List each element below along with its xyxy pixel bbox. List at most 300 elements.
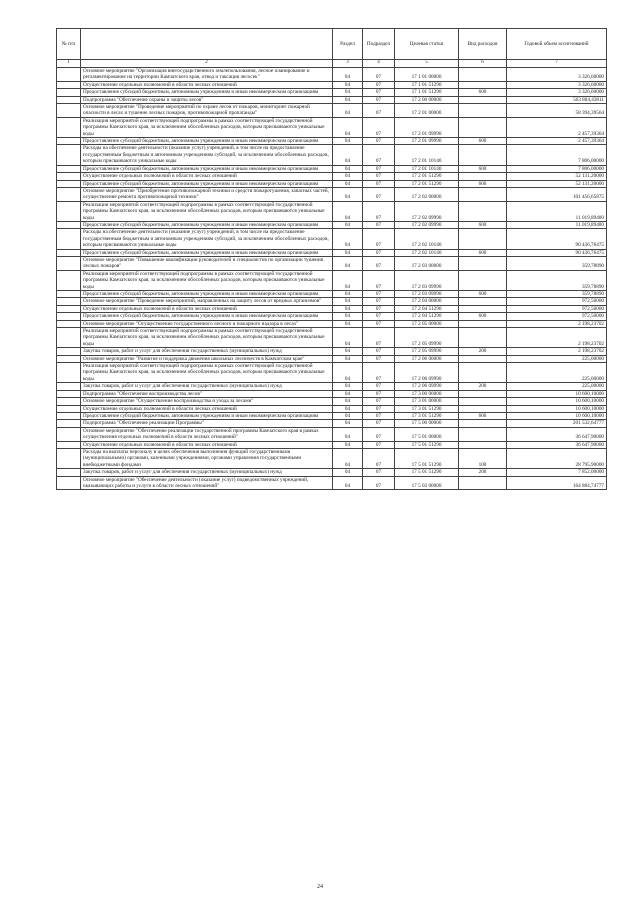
- cell-num: [57, 221, 81, 228]
- cell-amount: 225,00000: [507, 363, 607, 383]
- cell-podrazdel: 07: [363, 328, 395, 348]
- cell-razdel: 04: [333, 448, 363, 468]
- cell-csr: 17 5 01 51290: [395, 448, 459, 468]
- cell-amount: 11 019,89400: [507, 221, 607, 228]
- cell-name: Расходы на обеспечение деятельности (оказание услуг) учреждений, в том числе на предоставление государственным бюджетным и автономным учреждениям субсидий, за исключением обособленных расходов, которым присваиваются уникальные коды: [81, 229, 333, 249]
- header-csr: Целевая статья: [395, 29, 459, 60]
- cell-csr: 17 2 06 00000: [395, 355, 459, 362]
- cell-podrazdel: 07: [363, 229, 395, 249]
- table-row: [57, 104, 607, 118]
- cell-podrazdel: 07: [363, 68, 395, 82]
- table-row: [57, 187, 607, 201]
- cell-csr: 17 2 02 09990: [395, 201, 459, 221]
- cell-amount: 972,50000: [507, 298, 607, 305]
- cell-amount: 3 326,60000: [507, 89, 607, 96]
- cell-razdel: 04: [333, 390, 363, 397]
- budget-table: [56, 28, 607, 490]
- cell-amount: 28 795,90000: [507, 448, 607, 468]
- cell-razdel: 04: [333, 469, 363, 476]
- cell-name: Осуществление отдельных полномочий в области лесных отношений: [81, 81, 333, 88]
- cell-num: [57, 256, 81, 270]
- cell-podrazdel: 07: [363, 355, 395, 362]
- cell-razdel: 04: [333, 328, 363, 348]
- cell-amount: 90 436,76475: [507, 249, 607, 256]
- table-row: [57, 427, 607, 441]
- column-number: 2: [81, 60, 333, 68]
- cell-vr: [459, 145, 507, 165]
- cell-amount: 36 647,90000: [507, 427, 607, 441]
- table-row: [57, 398, 607, 405]
- cell-name: Основное мероприятие "Организация внегосударственного землепользования, лесное планирование и регламентирование на территории Камчатского края, отвод и таксация лесосек": [81, 68, 333, 82]
- table-row: [57, 441, 607, 448]
- cell-name: Основное мероприятие "Проведение мероприятий по охране лесов от пожаров, мониторинг пожарной опасности в лесах и тушение лесных пожаров, противопожарной пропаганды": [81, 104, 333, 118]
- cell-vr: [459, 420, 507, 427]
- table-row: [57, 313, 607, 320]
- cell-podrazdel: 07: [363, 427, 395, 441]
- cell-podrazdel: 07: [363, 256, 395, 270]
- cell-podrazdel: 07: [363, 145, 395, 165]
- table-row: [57, 383, 607, 390]
- cell-podrazdel: 07: [363, 221, 395, 228]
- table-row: [57, 448, 607, 468]
- cell-name: Предоставление субсидий бюджетным, автономным учреждениям и иным некоммерческим организациям: [81, 138, 333, 145]
- cell-vr: 100: [459, 448, 507, 468]
- cell-csr: 17 2 01 10140: [395, 145, 459, 165]
- cell-csr: 17 5 01 00000: [395, 427, 459, 441]
- table-row: [57, 320, 607, 327]
- cell-csr: 17 2 05 00000: [395, 320, 459, 327]
- cell-razdel: 04: [333, 229, 363, 249]
- cell-name: Закупка товаров, работ и услуг для обеспечения государственных (муниципальных) нужд: [81, 469, 333, 476]
- table-row: [57, 249, 607, 256]
- cell-razdel: 04: [333, 117, 363, 137]
- cell-razdel: 04: [333, 398, 363, 405]
- cell-csr: 17 2 01 10140: [395, 165, 459, 172]
- cell-vr: [459, 427, 507, 441]
- cell-csr: 17 2 06 09990: [395, 383, 459, 390]
- cell-amount: 10 600,10000: [507, 405, 607, 412]
- cell-name: Осуществление отдельных полномочий в области лесных отношений: [81, 441, 333, 448]
- cell-csr: 17 3 01 00000: [395, 398, 459, 405]
- cell-podrazdel: 07: [363, 270, 395, 290]
- cell-csr: 17 1 01 51290: [395, 89, 459, 96]
- cell-num: [57, 328, 81, 348]
- table-row: [57, 363, 607, 383]
- cell-name: Закупка товаров, работ и услуг для обеспечения государственных (муниципальных) нужд: [81, 383, 333, 390]
- cell-num: [57, 390, 81, 397]
- cell-num: [57, 165, 81, 172]
- cell-podrazdel: 07: [363, 412, 395, 419]
- header-razdel: Раздел: [333, 29, 363, 60]
- cell-razdel: 04: [333, 173, 363, 180]
- cell-name: Осуществление отдельных полномочий в области лесных отношений: [81, 173, 333, 180]
- cell-podrazdel: 07: [363, 89, 395, 96]
- cell-name: Предоставление субсидий бюджетным, автономным учреждениям и иным некоммерческим организациям: [81, 249, 333, 256]
- cell-razdel: 04: [333, 291, 363, 298]
- cell-num: [57, 68, 81, 82]
- cell-num: [57, 89, 81, 96]
- cell-vr: [459, 328, 507, 348]
- cell-csr: 17 5 01 51290: [395, 469, 459, 476]
- cell-vr: [459, 96, 507, 103]
- cell-num: [57, 201, 81, 221]
- cell-name: Предоставление субсидий бюджетным, автономным учреждениям и иным некоммерческим организациям: [81, 412, 333, 419]
- table-row: [57, 138, 607, 145]
- cell-razdel: 04: [333, 201, 363, 221]
- cell-amount: 359,78890: [507, 256, 607, 270]
- cell-razdel: 04: [333, 348, 363, 355]
- cell-vr: [459, 320, 507, 327]
- cell-name: Подпрограмма "Обеспечение реализации Программы": [81, 420, 333, 427]
- cell-podrazdel: 07: [363, 398, 395, 405]
- cell-name: Основное мероприятие "Обеспечение деятельности (оказание услуг) подведомственных учреждений, оказывающих работы и услуги в области лесных отношений": [81, 476, 333, 490]
- table-row: [57, 328, 607, 348]
- cell-csr: 17 2 02 00000: [395, 187, 459, 201]
- cell-csr: 17 2 01 51290: [395, 180, 459, 187]
- cell-podrazdel: 07: [363, 420, 395, 427]
- cell-num: [57, 320, 81, 327]
- cell-razdel: 04: [333, 305, 363, 312]
- cell-amount: 2 198,23702: [507, 348, 607, 355]
- cell-razdel: 04: [333, 363, 363, 383]
- cell-podrazdel: 07: [363, 383, 395, 390]
- table-row: [57, 305, 607, 312]
- cell-amount: 2 457,39364: [507, 117, 607, 137]
- cell-name: Реализация мероприятий соответствующей подпрограммы в рамках соответствующей государственной программы Камчатского края, за исключением обособленных расходов, которым присваиваются уникальные коды: [81, 328, 333, 348]
- cell-name: Предоставление субсидий бюджетным, автономным учреждениям и иным некоммерческим организациям: [81, 180, 333, 187]
- cell-amount: 11 019,89400: [507, 201, 607, 221]
- cell-podrazdel: 07: [363, 390, 395, 397]
- cell-razdel: 04: [333, 383, 363, 390]
- cell-vr: [459, 201, 507, 221]
- cell-razdel: 04: [333, 427, 363, 441]
- cell-num: [57, 291, 81, 298]
- table-row: [57, 117, 607, 137]
- cell-podrazdel: 07: [363, 298, 395, 305]
- cell-num: [57, 96, 81, 103]
- cell-razdel: 04: [333, 355, 363, 362]
- cell-podrazdel: 07: [363, 104, 395, 118]
- cell-num: [57, 187, 81, 201]
- cell-num: [57, 427, 81, 441]
- table-row: [57, 201, 607, 221]
- cell-csr: 17 2 04 51290: [395, 305, 459, 312]
- cell-name: Основное мероприятие "Повышение квалификации руководителей и специалистов по организации тушения лесных пожаров": [81, 256, 333, 270]
- cell-num: [57, 398, 81, 405]
- cell-amount: 164 884,74777: [507, 476, 607, 490]
- cell-podrazdel: 07: [363, 476, 395, 490]
- cell-csr: 17 2 03 09990: [395, 270, 459, 290]
- table-row: [57, 165, 607, 172]
- cell-csr: 17 2 01 09990: [395, 117, 459, 137]
- cell-amount: 972,50000: [507, 313, 607, 320]
- cell-podrazdel: 07: [363, 405, 395, 412]
- cell-vr: [459, 305, 507, 312]
- cell-vr: 600: [459, 313, 507, 320]
- cell-vr: [459, 187, 507, 201]
- cell-num: [57, 476, 81, 490]
- cell-csr: 17 3 00 00000: [395, 390, 459, 397]
- cell-vr: [459, 355, 507, 362]
- cell-num: [57, 383, 81, 390]
- cell-num: [57, 305, 81, 312]
- cell-amount: 7 806,00000: [507, 145, 607, 165]
- cell-razdel: 04: [333, 89, 363, 96]
- cell-vr: 600: [459, 165, 507, 172]
- cell-csr: 17 2 03 00000: [395, 256, 459, 270]
- cell-razdel: 04: [333, 81, 363, 88]
- cell-vr: [459, 229, 507, 249]
- column-number: 6: [459, 60, 507, 68]
- cell-name: Основное мероприятие "Осуществление воспроизводства и ухода за лесами": [81, 398, 333, 405]
- cell-razdel: 04: [333, 320, 363, 327]
- column-number: 1: [57, 60, 81, 68]
- cell-name: Расходы на выплаты персоналу в целях обеспечения выполнения функций государственными (муниципальными) органами, казенными учреждениями, органами управления государственными внебюджетными фондами: [81, 448, 333, 468]
- cell-vr: [459, 405, 507, 412]
- cell-amount: 90 436,76475: [507, 229, 607, 249]
- cell-csr: 17 5 01 51290: [395, 441, 459, 448]
- cell-vr: 600: [459, 249, 507, 256]
- cell-csr: 17 3 01 51290: [395, 412, 459, 419]
- cell-name: Предоставление субсидий бюджетным, автономным учреждениям и иным некоммерческим организациям: [81, 89, 333, 96]
- cell-podrazdel: 07: [363, 138, 395, 145]
- cell-podrazdel: 07: [363, 469, 395, 476]
- cell-vr: [459, 441, 507, 448]
- cell-amount: 10 600,10000: [507, 390, 607, 397]
- table-row: [57, 298, 607, 305]
- table-row: [57, 348, 607, 355]
- cell-name: Предоставление субсидий бюджетным, автономным учреждениям и иным некоммерческим организациям: [81, 221, 333, 228]
- cell-podrazdel: 07: [363, 117, 395, 137]
- cell-csr: 17 2 00 00000: [395, 96, 459, 103]
- cell-csr: 17 2 04 00000: [395, 298, 459, 305]
- header-amount: Годовой объем ассигнований: [507, 29, 607, 60]
- column-number: 7: [507, 60, 607, 68]
- cell-podrazdel: 07: [363, 448, 395, 468]
- table-row: [57, 291, 607, 298]
- table-row: [57, 173, 607, 180]
- cell-razdel: 04: [333, 412, 363, 419]
- cell-name: Основное мероприятие "Обеспечение реализации государственной программы Камчатского края в рамках осуществления отдельных полномочий в области лесных отношений": [81, 427, 333, 441]
- cell-csr: 17 2 02 10140: [395, 229, 459, 249]
- cell-name: Подпрограмма "Обеспечение охраны и защиты лесов": [81, 96, 333, 103]
- cell-razdel: 04: [333, 441, 363, 448]
- cell-podrazdel: 07: [363, 180, 395, 187]
- table-row: [57, 221, 607, 228]
- cell-amount: 563 804,43811: [507, 96, 607, 103]
- cell-razdel: 04: [333, 221, 363, 228]
- cell-amount: 10 600,10000: [507, 398, 607, 405]
- cell-csr: 17 2 03 09990: [395, 291, 459, 298]
- cell-vr: 600: [459, 89, 507, 96]
- cell-vr: 200: [459, 348, 507, 355]
- cell-razdel: 04: [333, 313, 363, 320]
- cell-name: Основное мероприятие "Развитие и поддержка движения школьных лесничеств в Камчатском крае": [81, 355, 333, 362]
- cell-vr: 200: [459, 469, 507, 476]
- cell-amount: 359,78890: [507, 270, 607, 290]
- column-number: 5: [395, 60, 459, 68]
- cell-num: [57, 405, 81, 412]
- table-row: [57, 420, 607, 427]
- cell-name: Основное мероприятие "Осуществление государственного лесного и пожарного надзора в лесах": [81, 320, 333, 327]
- table-row: [57, 405, 607, 412]
- cell-amount: 101 456,65875: [507, 187, 607, 201]
- cell-csr: 17 1 01 51290: [395, 81, 459, 88]
- cell-vr: [459, 81, 507, 88]
- budget-table-sheet: [56, 28, 606, 490]
- cell-num: [57, 104, 81, 118]
- cell-vr: [459, 104, 507, 118]
- cell-razdel: 04: [333, 187, 363, 201]
- table-row: [57, 256, 607, 270]
- cell-num: [57, 448, 81, 468]
- cell-vr: 600: [459, 412, 507, 419]
- table-row: [57, 180, 607, 187]
- cell-num: [57, 249, 81, 256]
- cell-name: Предоставление субсидий бюджетным, автономным учреждениям и иным некоммерческим организациям: [81, 291, 333, 298]
- page-number: 24: [317, 884, 323, 890]
- cell-podrazdel: 07: [363, 305, 395, 312]
- cell-vr: [459, 117, 507, 137]
- header-podrazdel: Подраздел: [363, 29, 395, 60]
- cell-amount: 972,50000: [507, 305, 607, 312]
- cell-podrazdel: 07: [363, 96, 395, 103]
- cell-razdel: 04: [333, 270, 363, 290]
- column-number-row: [57, 60, 607, 68]
- cell-csr: 17 5 03 00000: [395, 476, 459, 490]
- cell-razdel: 04: [333, 298, 363, 305]
- cell-podrazdel: 07: [363, 81, 395, 88]
- cell-name: Осуществление отдельных полномочий в области лесных отношений: [81, 305, 333, 312]
- cell-podrazdel: 07: [363, 363, 395, 383]
- cell-razdel: 04: [333, 165, 363, 172]
- cell-vr: [459, 390, 507, 397]
- cell-vr: [459, 256, 507, 270]
- cell-vr: [459, 270, 507, 290]
- cell-csr: 17 1 01 00000: [395, 68, 459, 82]
- cell-vr: 200: [459, 383, 507, 390]
- cell-num: [57, 441, 81, 448]
- cell-vr: 600: [459, 180, 507, 187]
- table-row: [57, 81, 607, 88]
- cell-csr: 17 2 01 09990: [395, 138, 459, 145]
- cell-name: Реализация мероприятий соответствующей подпрограммы в рамках соответствующей государственной программы Камчатского края, за исключением обособленных расходов, которым присваиваются уникальные коды: [81, 270, 333, 290]
- cell-razdel: 04: [333, 180, 363, 187]
- cell-num: [57, 180, 81, 187]
- cell-amount: 2 198,23702: [507, 328, 607, 348]
- cell-num: [57, 229, 81, 249]
- cell-vr: [459, 173, 507, 180]
- cell-name: Закупка товаров, работ и услуг для обеспечения государственных (муниципальных) нужд: [81, 348, 333, 355]
- cell-razdel: 04: [333, 104, 363, 118]
- cell-razdel: 04: [333, 138, 363, 145]
- table-row: [57, 476, 607, 490]
- column-number: 4: [363, 60, 395, 68]
- table-row: [57, 229, 607, 249]
- cell-razdel: 04: [333, 68, 363, 82]
- cell-amount: 225,00000: [507, 355, 607, 362]
- cell-csr: 17 2 01 51290: [395, 173, 459, 180]
- table-row: [57, 469, 607, 476]
- table-row: [57, 68, 607, 82]
- cell-name: Осуществление отдельных полномочий в области лесных отношений: [81, 405, 333, 412]
- cell-name: Подпрограмма "Обеспечение воспроизводства лесов": [81, 390, 333, 397]
- cell-num: [57, 412, 81, 419]
- cell-podrazdel: 07: [363, 313, 395, 320]
- cell-vr: [459, 298, 507, 305]
- cell-amount: 7 806,00000: [507, 165, 607, 172]
- cell-num: [57, 117, 81, 137]
- cell-csr: 17 2 01 00000: [395, 104, 459, 118]
- cell-csr: 17 2 05 09990: [395, 328, 459, 348]
- cell-csr: 17 2 02 10140: [395, 249, 459, 256]
- cell-podrazdel: 07: [363, 348, 395, 355]
- cell-podrazdel: 07: [363, 173, 395, 180]
- header-num: № п/п: [57, 29, 81, 60]
- cell-vr: [459, 68, 507, 82]
- cell-num: [57, 173, 81, 180]
- cell-amount: 201 532,64777: [507, 420, 607, 427]
- cell-name: Предоставление субсидий бюджетным, автономным учреждениям и иным некоммерческим организациям: [81, 165, 333, 172]
- cell-podrazdel: 07: [363, 249, 395, 256]
- cell-num: [57, 81, 81, 88]
- cell-amount: 2 457,39364: [507, 138, 607, 145]
- cell-podrazdel: 07: [363, 201, 395, 221]
- cell-amount: 10 600,10000: [507, 412, 607, 419]
- cell-vr: [459, 398, 507, 405]
- cell-csr: 17 2 02 09990: [395, 221, 459, 228]
- cell-name: Реализация мероприятий соответствующей подпрограммы в рамках соответствующей государственной программы Камчатского края, за исключением обособленных расходов, которым присваиваются уникальные коды: [81, 201, 333, 221]
- cell-num: [57, 313, 81, 320]
- cell-num: [57, 355, 81, 362]
- cell-razdel: 04: [333, 256, 363, 270]
- cell-podrazdel: 07: [363, 320, 395, 327]
- cell-amount: 2 198,23702: [507, 320, 607, 327]
- column-number: 3: [333, 60, 363, 68]
- cell-amount: 225,00000: [507, 383, 607, 390]
- cell-razdel: 04: [333, 145, 363, 165]
- cell-podrazdel: 07: [363, 441, 395, 448]
- table-header-row: [57, 29, 607, 60]
- table-row: [57, 96, 607, 103]
- cell-name: Основное мероприятие "Проведение мероприятий, направленных на защиту лесов от вредных организмов": [81, 298, 333, 305]
- table-row: [57, 89, 607, 96]
- cell-num: [57, 348, 81, 355]
- cell-amount: 7 852,00000: [507, 469, 607, 476]
- table-row: [57, 412, 607, 419]
- cell-name: Предоставление субсидий бюджетным, автономным учреждениям и иным некоммерческим организациям: [81, 313, 333, 320]
- cell-podrazdel: 07: [363, 187, 395, 201]
- cell-num: [57, 270, 81, 290]
- cell-amount: 52 131,20000: [507, 173, 607, 180]
- cell-vr: [459, 476, 507, 490]
- cell-name: Реализация мероприятий соответствующей подпрограммы в рамках соответствующей государственной программы Камчатского края, за исключением обособленных расходов, которым присваиваются уникальные коды: [81, 117, 333, 137]
- cell-vr: 600: [459, 291, 507, 298]
- table-row: [57, 390, 607, 397]
- cell-vr: 600: [459, 221, 507, 228]
- cell-num: [57, 138, 81, 145]
- cell-csr: 17 2 05 09990: [395, 348, 459, 355]
- cell-amount: 359,78890: [507, 291, 607, 298]
- cell-amount: 3 326,60000: [507, 68, 607, 82]
- cell-num: [57, 363, 81, 383]
- cell-podrazdel: 07: [363, 291, 395, 298]
- cell-csr: 17 5 00 00000: [395, 420, 459, 427]
- cell-name: Расходы на обеспечение деятельности (оказание услуг) учреждений, в том числе на предоставление государственным бюджетным и автономным учреждениям субсидий, за исключением обособленных расходов, которым присваиваются уникальные коды: [81, 145, 333, 165]
- cell-num: [57, 145, 81, 165]
- cell-amount: 3 326,60000: [507, 81, 607, 88]
- cell-amount: 36 647,90000: [507, 441, 607, 448]
